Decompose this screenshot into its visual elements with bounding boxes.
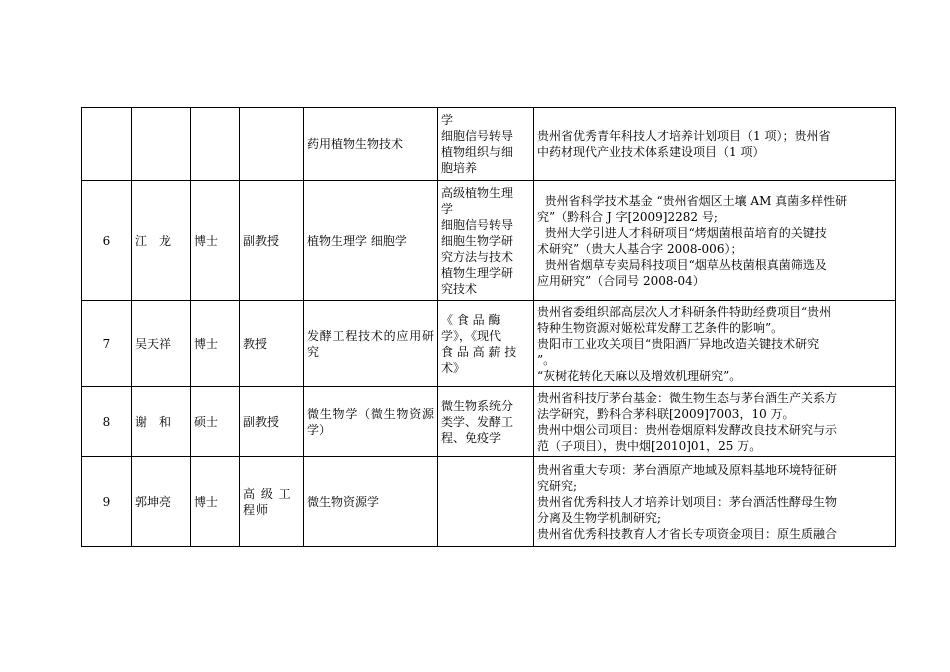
table-row bbox=[82, 457, 896, 547]
projects-cell-line: 究”（黔科合 J 字[2009]2282 号; bbox=[537, 209, 718, 224]
projects-cell-line: 贵州省优秀科技教育人才省长专项资金项目：原生质融合 bbox=[537, 526, 838, 541]
faculty-research-table bbox=[81, 107, 896, 547]
courses-cell bbox=[438, 181, 534, 301]
courses-cell-line: 微生物系统分 bbox=[441, 398, 514, 413]
projects-cell bbox=[534, 301, 896, 387]
courses-cell-line: 细胞生物学研 bbox=[441, 233, 514, 248]
projects-cell-line: 贵州省委组织部高层次人才科研条件特助经费项目“贵州 bbox=[537, 304, 832, 319]
projects-cell-line: “灰树花转化天麻以及增效机理研究”。 bbox=[537, 368, 742, 383]
research-direction-cell: 植物生理学 细胞学 bbox=[304, 181, 438, 301]
degree-cell: 硕士 bbox=[191, 387, 240, 457]
projects-cell-line: 术研究”（贵大人基合字 2008-006）； bbox=[537, 241, 743, 256]
courses-cell bbox=[438, 457, 534, 547]
teacher-name: 郭坤亮 bbox=[132, 457, 191, 547]
projects-cell bbox=[534, 181, 896, 301]
table-row bbox=[82, 387, 896, 457]
projects-cell-line: 分离及生物学机制研究; bbox=[537, 510, 662, 525]
projects-cell-line: 贵州大学引进人才科研项目“烤烟菌根苗培育的关键技 bbox=[537, 225, 827, 240]
courses-cell bbox=[438, 387, 534, 457]
row-number: 7 bbox=[82, 301, 132, 387]
research-direction-cell: 微生物资源学 bbox=[304, 457, 438, 547]
projects-cell bbox=[534, 387, 896, 457]
teacher-name bbox=[132, 108, 191, 181]
row-number: 8 bbox=[82, 387, 132, 457]
projects-cell-line: 贵州省优秀青年科技人才培养计划项目（1 项）；贵州省 bbox=[537, 129, 831, 143]
courses-cell-line: 胞培养 bbox=[441, 161, 478, 175]
projects-cell-line: 中药材现代产业技术体系建设项目（1 项） bbox=[537, 145, 765, 159]
projects-cell-line: 贵州中烟公司项目：贵州卷烟原料发酵改良技术研究与示 bbox=[537, 422, 838, 437]
projects-cell-line: 范（子项目），贵中烟[2010]01，25 万。 bbox=[537, 438, 762, 453]
projects-cell-line: 贵阳市工业攻关项目“贵阳酒厂异地改造关键技术研究 bbox=[537, 336, 820, 351]
courses-cell-line: 植物生理学研 bbox=[441, 265, 514, 280]
courses-cell-line: 学 bbox=[441, 201, 454, 216]
courses-cell bbox=[438, 108, 534, 181]
courses-cell-line: 《 食 品 酶 bbox=[441, 312, 501, 327]
teacher-name: 吴天祥 bbox=[132, 301, 191, 387]
courses-cell-line: 学 bbox=[441, 113, 454, 127]
teacher-name: 江 龙 bbox=[132, 181, 191, 301]
projects-cell-line: 应用研究”（合同号 2008-04） bbox=[537, 273, 705, 288]
courses-cell-line: 细胞信号转导 bbox=[441, 129, 514, 143]
courses-cell-line: 高级植物生理 bbox=[441, 185, 514, 200]
projects-cell-line: ”。 bbox=[537, 352, 556, 367]
projects-cell-line: 贵州省科技厅茅台基金：微生物生态与茅台酒生产关系方 bbox=[537, 390, 838, 405]
courses-cell-line: 食 品 高 薪 技 bbox=[441, 344, 517, 359]
title-cell: 教授 bbox=[240, 301, 304, 387]
title-cell bbox=[240, 108, 304, 181]
courses-cell-line: 究方法与技术 bbox=[441, 249, 514, 264]
title-cell: 副教授 bbox=[240, 387, 304, 457]
projects-cell-line: 法学研究，黔科合茅科联[2009]7003，10 万。 bbox=[537, 406, 795, 421]
projects-cell bbox=[534, 108, 896, 181]
teacher-name: 谢 和 bbox=[132, 387, 191, 457]
courses-cell-line: 类学、发酵工 bbox=[441, 414, 514, 429]
projects-cell-line: 贵州省重大专项：茅台酒原产地域及原料基地环境特征研 bbox=[537, 462, 838, 477]
courses-cell-line: 术》 bbox=[441, 360, 466, 375]
degree-cell bbox=[191, 108, 240, 181]
projects-cell-line: 究研究; bbox=[537, 478, 578, 493]
title-cell: 副教授 bbox=[240, 181, 304, 301]
projects-cell-line: 贵州省烟草专卖局科技项目“烟草丛枝菌根真菌筛选及 bbox=[537, 257, 827, 272]
projects-cell-line: 贵州省优秀科技人才培养计划项目：茅台酒活性酵母生物 bbox=[537, 494, 838, 509]
row-number: 6 bbox=[82, 181, 132, 301]
courses-cell-line: 细胞信号转导 bbox=[441, 217, 514, 232]
research-direction-cell: 微生物学（微生物资源学） bbox=[304, 387, 438, 457]
research-direction-cell: 药用植物生物技术 bbox=[304, 108, 438, 181]
projects-cell-line: 贵州省科学技术基金 “贵州省烟区土壤 AM 真菌多样性研 bbox=[537, 193, 848, 208]
table-row bbox=[82, 301, 896, 387]
courses-cell-line: 学》，《现代 bbox=[441, 328, 502, 343]
table-row bbox=[82, 181, 896, 301]
projects-cell bbox=[534, 457, 896, 547]
table-row bbox=[82, 108, 896, 181]
degree-cell: 博士 bbox=[191, 181, 240, 301]
title-cell: 高 级 工程师 bbox=[240, 457, 304, 547]
row-number bbox=[82, 108, 132, 181]
courses-cell-line: 程、免疫学 bbox=[441, 430, 502, 445]
row-number: 9 bbox=[82, 457, 132, 547]
research-direction-cell: 发酵工程技术的应用研究 bbox=[304, 301, 438, 387]
courses-cell-line: 植物组织与细 bbox=[441, 145, 514, 159]
degree-cell: 博士 bbox=[191, 457, 240, 547]
projects-cell-line: 特种生物资源对姬松茸发酵工艺条件的影响”。 bbox=[537, 320, 784, 335]
degree-cell: 博士 bbox=[191, 301, 240, 387]
courses-cell-line: 究技术 bbox=[441, 281, 478, 296]
courses-cell bbox=[438, 301, 534, 387]
